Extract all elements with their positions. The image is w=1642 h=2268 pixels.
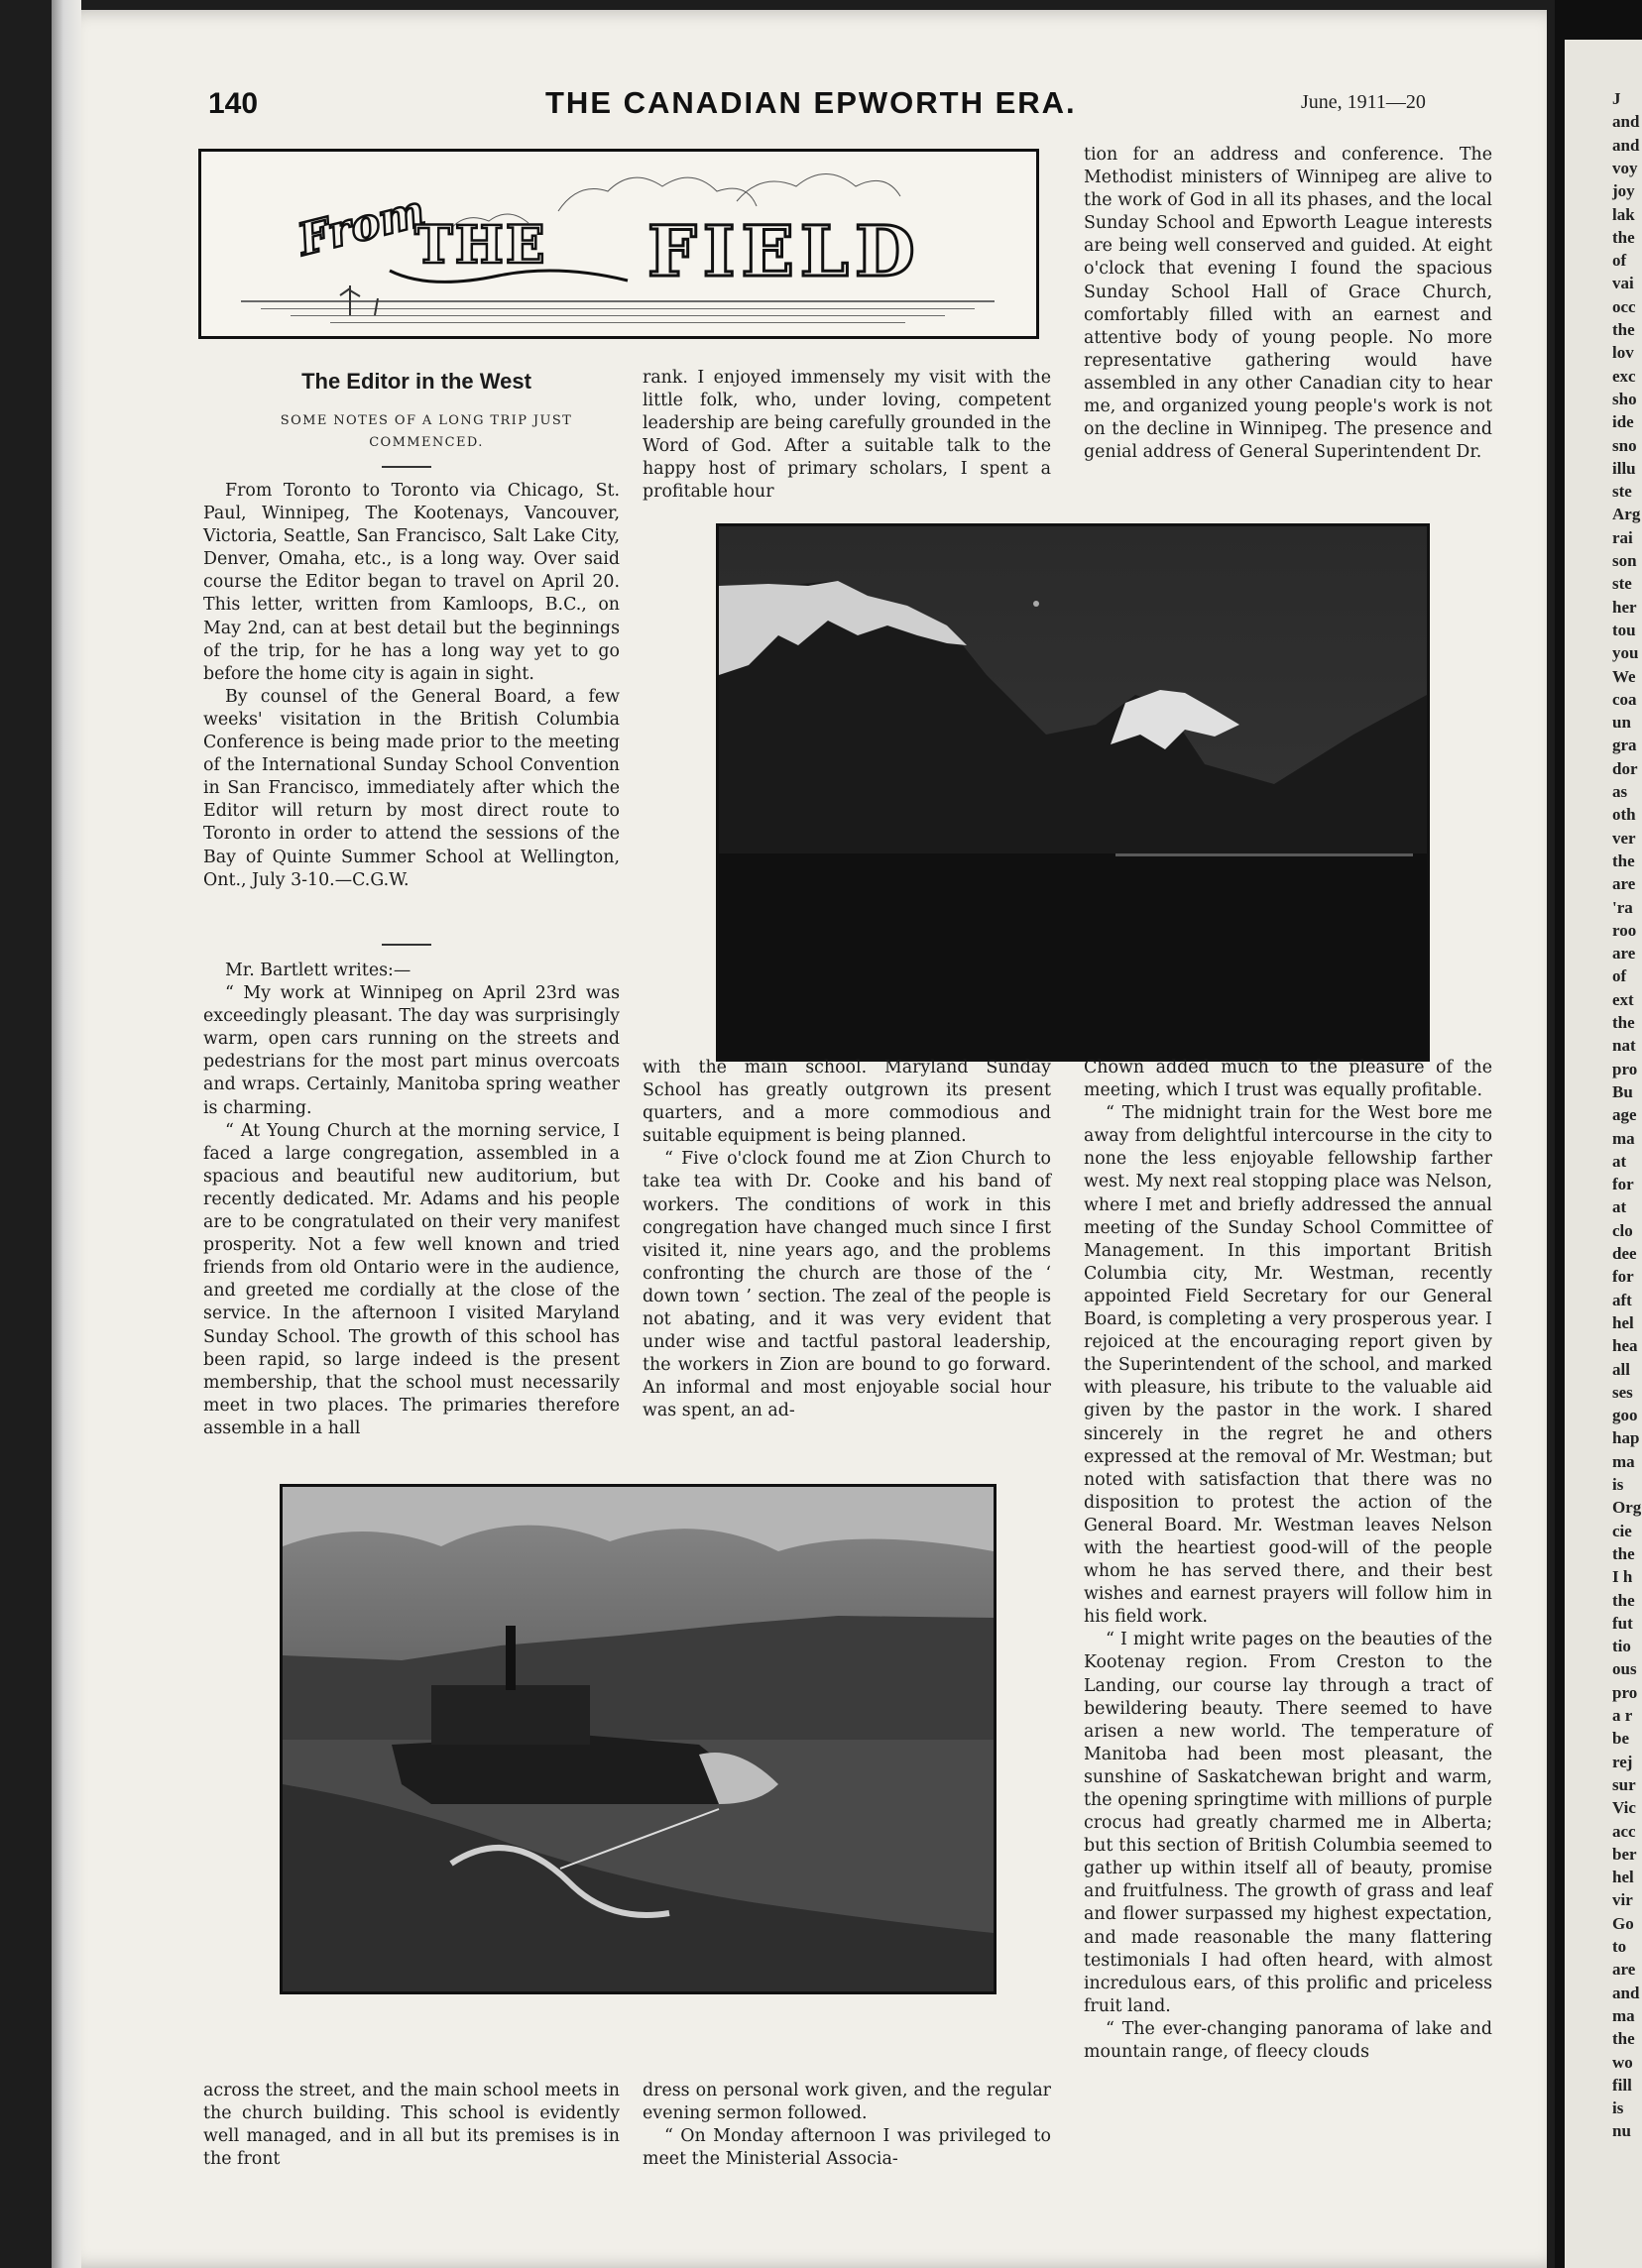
facing-page-fragment: all — [1612, 1359, 1630, 1379]
paragraph: “ My work at Winnipeg on April 23rd was exceedingly pleasant. The day was surprisingly warm, open cars running on the streets and pedestrians for the most part minus overcoats and wraps. Certainly, Manitoba spring weather is charming. — [203, 983, 620, 1118]
facing-page-fragment: the — [1612, 2029, 1635, 2049]
facing-page-fragment: at — [1612, 1151, 1627, 1171]
column-2-bottom — [643, 2080, 1051, 2171]
facing-page-fragment: occ — [1612, 296, 1636, 316]
paragraph: “ At Young Church at the morning service, I faced a large congregation, assembled in a spacious and beautiful new auditorium, but recently dedicated. Mr. Adams and his people are to be congratulated on their very manifest prosperity. Not a few well known and tried friends from old Ontario were in the audience, and greeted me cordially at the close of the service. In the afternoon I visited Maryland Sunday School. The growth of this school has been rapid, so large indeed is the present membership, that the school must necessarily meet in two places. The primaries therefore assemble in a hall — [203, 1120, 620, 1438]
facing-page-fragment: fut — [1612, 1613, 1633, 1633]
facing-page-fragment: clo — [1612, 1220, 1633, 1240]
facing-page-fragment: oth — [1612, 805, 1636, 825]
mountain-lake-photo — [716, 523, 1430, 1062]
facing-page-fragment: hel — [1612, 1868, 1634, 1887]
facing-page-fragment: un — [1612, 713, 1631, 733]
facing-page-fragment: goo — [1612, 1406, 1638, 1425]
facing-page-fragment: gra — [1612, 736, 1637, 755]
facing-page-fragment: cie — [1612, 1521, 1632, 1540]
facing-page-fragment: sho — [1612, 389, 1637, 408]
facing-page-fragment: nu — [1612, 2121, 1631, 2141]
issue-date: June, 1911—20 — [1301, 91, 1426, 113]
facing-page-fragment: sno — [1612, 435, 1637, 455]
intro-paragraph: By counsel of the General Board, a few weeks' visitation in the British Columbia Conference is being made prior to the meeting of the International Sunday School Convention in San Francisco, immediately after which the Editor will return by most direct route to Toronto in order to attend the sessions of the Bay of Quinte Summer School at Wellington, Ont., July 3-10.—C.G.W. — [203, 686, 620, 890]
facing-page-fragment: Bu — [1612, 1081, 1633, 1101]
paragraph: “ The ever-changing panorama of lake and mountain range, of fleecy clouds — [1084, 2018, 1492, 2063]
facing-page-fragment: exc — [1612, 366, 1636, 386]
facing-page-fragment: her — [1612, 597, 1637, 617]
facing-page-fragment: ma — [1612, 1451, 1635, 1471]
paragraph: Chown added much to the pleasure of the meeting, which I trust was equally profitable. — [1084, 1058, 1492, 1101]
from-the-field-banner — [198, 149, 1039, 339]
paragraph: rank. I enjoyed immensely my visit with the little folk, who, under loving, competent leadership are being carefully grounded in the Word of God. After a suitable talk to the happy host of primary scholars, I spent a profitable hour — [643, 368, 1051, 503]
page-header — [0, 87, 1642, 127]
facing-page-fragment: ext — [1612, 989, 1634, 1009]
facing-page-fragment: 'ra — [1612, 897, 1633, 917]
facing-page-fragment: joy — [1612, 181, 1635, 201]
facing-page-fragment: at — [1612, 1197, 1627, 1217]
subhead-line-2: COMMENCED. — [369, 435, 484, 450]
facing-page-fragment: for — [1612, 1267, 1634, 1287]
facing-page-fragment: wo — [1612, 2052, 1633, 2072]
facing-page-fragment: fill — [1612, 2075, 1632, 2095]
facing-page-fragment: the — [1612, 1543, 1635, 1563]
article-headline: The Editor in the West — [301, 369, 531, 394]
facing-page-fragment: hap — [1612, 1428, 1640, 1448]
facing-page-fragment: ma — [1612, 2005, 1635, 2025]
facing-page-fragment: are — [1612, 1960, 1636, 1980]
facing-page-fragment: rai — [1612, 527, 1633, 547]
facing-page-fragment: the — [1612, 227, 1635, 247]
paragraph: “ On Monday afternoon I was privileged to meet the Ministerial Associa- — [643, 2126, 1051, 2170]
facing-page-fragment: the — [1612, 320, 1635, 339]
facing-page-fragment: hel — [1612, 1312, 1634, 1332]
facing-page-fragment: Arg — [1612, 505, 1641, 524]
facing-page-fragment: vir — [1612, 1890, 1633, 1910]
facing-page-fragment: coa — [1612, 689, 1637, 709]
facing-page-fragment: lov — [1612, 343, 1634, 363]
paragraph: “ The midnight train for the West bore me away from delightful intercourse in the city to none the less enjoyable fellowship farther west. My next real stopping place was Nelson, where I met and briefly addressed the annual meeting of the Sunday School Committee of Management. In this important British Columbia city, Mr. Westman, recently appointed Field Secretary for our General Board, is completing a very prosperous year. I rejoiced at the encouraging report given by the Superintendent of the school, and marked with pleasure, his tribute to the valuable aid given by the pastor in the work. I shared sincerely in the regret he and others expressed at the removal of Mr. Westman; but noted with satisfaction that there was no disposition to protest the action of the General Board. Mr. Westman leaves Nelson with the heartiest good-will of the people whom he has served there, and their best wishes and earnest prayers will follow him in his field work. — [1084, 1103, 1492, 1628]
paragraph: tion for an address and conference. The Methodist ministers of Winnipeg are alive to the work of God in all its phases, and the local Sunday School and Epworth League interests are being well conserved and guided. At eight o'clock that evening I found the spacious Sunday School Hall of Grace Church, comfortably filled with an earnest and attentive body of young people. No more representative gathering would have assembled in any other Canadian city to hear me, and organized young people's work is not on the decline in Winnipeg. The presence and genial address of General Superintendent Dr. — [1084, 145, 1492, 463]
facing-page-fragment: and — [1612, 112, 1640, 132]
paragraph: with the main school. Maryland Sunday School has greatly outgrown its present quarters, and a more commodious and suitable equipment is being planned. — [643, 1058, 1051, 1147]
facing-page-fragment: of — [1612, 251, 1627, 271]
facing-page-fragment: Vic — [1612, 1798, 1636, 1818]
paragraph: dress on personal work given, and the regular evening sermon followed. — [643, 2081, 1051, 2124]
facing-page-fragment: the — [1612, 1013, 1635, 1032]
facing-page-fragment: illu — [1612, 458, 1636, 478]
column-2-middle — [643, 1057, 1051, 1423]
facing-page-fragment: the — [1612, 1590, 1635, 1610]
facing-page-fragment: vai — [1612, 274, 1634, 293]
facing-page-fragment: I h — [1612, 1567, 1633, 1587]
paragraph: “ I might write pages on the beauties of the Kootenay region. From Creston to the Landing, our course lay through a tract of bewildering beauty. There seemed to have arisen a new world. The temperature of Manitoba had been most pleasant, the sunshine of Saskatchewan bright and warm, the opening springtime with millions of purple crocus had greatly charmed me in Alberta; but this section of British Columbia seemed to gather up within itself all of beauty, promise and fruitfulness. The growth of grass and leaf and flower surpassed my highest expectation, and made reasonable the many flattering testimonials I had often heard, with almost incredulous ears, of this prolific and priceless fruit land. — [1084, 1630, 1492, 2016]
facing-page-fragment: are — [1612, 944, 1636, 964]
intro-paragraph: From Toronto to Toronto via Chicago, St. Paul, Winnipeg, The Kootenays, Vancouver, Victoria, Seattle, San Francisco, Salt Lake City, Denver, Omaha, etc., is a long way. Over said course the Editor began to travel on April 20. This letter, written from Kamloops, B.C., on May 2nd, can at best detail but the beginnings of the trip, for he has a long way yet to go before the home city is again in sight. — [203, 481, 620, 684]
banner-word-from: From — [293, 185, 430, 267]
facing-page-fragment: lak — [1612, 204, 1635, 224]
facing-page-fragment: as — [1612, 782, 1628, 801]
facing-page-fragment: ver — [1612, 828, 1636, 848]
banner-word-field: FIELD — [647, 210, 921, 292]
facing-page-fragment: for — [1612, 1175, 1634, 1194]
facing-page-fragment: tou — [1612, 620, 1636, 639]
facing-page-fragment: pro — [1612, 1059, 1638, 1078]
facing-page-fragment: We — [1612, 666, 1636, 686]
facing-page-fragment: hea — [1612, 1336, 1638, 1356]
facing-page-fragment: ses — [1612, 1382, 1633, 1402]
rule-divider — [382, 466, 431, 468]
facing-page-fragment: and — [1612, 1983, 1640, 2002]
facing-page-fragment: voy — [1612, 158, 1638, 177]
column-3-top — [1084, 144, 1492, 464]
facing-page-fragment: pro — [1612, 1682, 1638, 1702]
facing-page-fragment: aft — [1612, 1290, 1632, 1309]
facing-page-fragment: rej — [1612, 1752, 1633, 1771]
paragraph: across the street, and the main school meets in the church building. This school is evidently well managed, and in all but its premises is in the front — [203, 2081, 620, 2170]
book-binding — [52, 0, 81, 2268]
facing-page-fragment: is — [1612, 1475, 1624, 1494]
facing-page-fragment: sur — [1612, 1774, 1636, 1794]
column-3-middle — [1084, 1057, 1492, 2064]
facing-page-fragment: ste — [1612, 574, 1632, 594]
column-1-bottom — [203, 2080, 620, 2171]
facing-page-fragment: acc — [1612, 1821, 1636, 1841]
facing-page-fragment: a r — [1612, 1706, 1633, 1725]
facing-page-fragment: are — [1612, 874, 1636, 894]
facing-page-fragment: ma — [1612, 1128, 1635, 1148]
facing-page-fragment: ide — [1612, 412, 1634, 432]
paragraph: “ Five o'clock found me at Zion Church to take tea with Dr. Cooke and his band of workers. The conditions of work in this congregation have changed much since I first visited it, nine years ago, and the problems confronting the church are those of the ‘ down town ’ section. The zeal of the people is not abating, and it was very evident that under wise and tactful pastoral leadership, the workers in Zion are bound to go forward. An informal and most enjoyable social hour was spent, an ad- — [643, 1149, 1051, 1421]
rule-divider — [382, 944, 431, 946]
banner-word-the: THE — [414, 215, 547, 276]
banner-illustration — [201, 152, 1036, 336]
column-2-top — [643, 367, 1051, 505]
facing-page-fragment: you — [1612, 643, 1639, 663]
article-subhead — [203, 410, 649, 454]
column-1-upper — [203, 960, 620, 1440]
facing-page-fragment: tio — [1612, 1637, 1631, 1656]
facing-page-fragment: is — [1612, 2098, 1624, 2118]
steamboat-photo — [280, 1484, 997, 1994]
magazine-title: THE CANADIAN EPWORTH ERA. — [545, 85, 1077, 120]
intro-note — [203, 480, 620, 892]
facing-page-fragment: dee — [1612, 1244, 1637, 1263]
page-number: 140 — [208, 87, 259, 120]
facing-page-fragment: dor — [1612, 758, 1638, 778]
subhead-line-1: SOME NOTES OF A LONG TRIP JUST — [280, 413, 573, 428]
facing-page-fragment: of — [1612, 966, 1627, 986]
facing-page-fragment: age — [1612, 1105, 1637, 1125]
facing-page-fragment: Org — [1612, 1498, 1642, 1518]
facing-page-fragment: nat — [1612, 1036, 1636, 1056]
facing-page-fragment: son — [1612, 551, 1637, 570]
facing-page-fragment: roo — [1612, 920, 1637, 940]
facing-page-fragment: ste — [1612, 482, 1632, 502]
facing-page-fragment: and — [1612, 135, 1640, 155]
facing-page-fragment: to — [1612, 1937, 1627, 1956]
facing-page-fragment: ber — [1612, 1844, 1637, 1864]
facing-page-fragment: the — [1612, 850, 1635, 870]
facing-page-fragment: be — [1612, 1729, 1629, 1749]
paragraph: Mr. Bartlett writes:— — [225, 961, 411, 980]
facing-page-fragment: ous — [1612, 1659, 1637, 1679]
facing-page-fragment: Go — [1612, 1913, 1634, 1933]
facing-page-fragment: J — [1612, 89, 1621, 108]
